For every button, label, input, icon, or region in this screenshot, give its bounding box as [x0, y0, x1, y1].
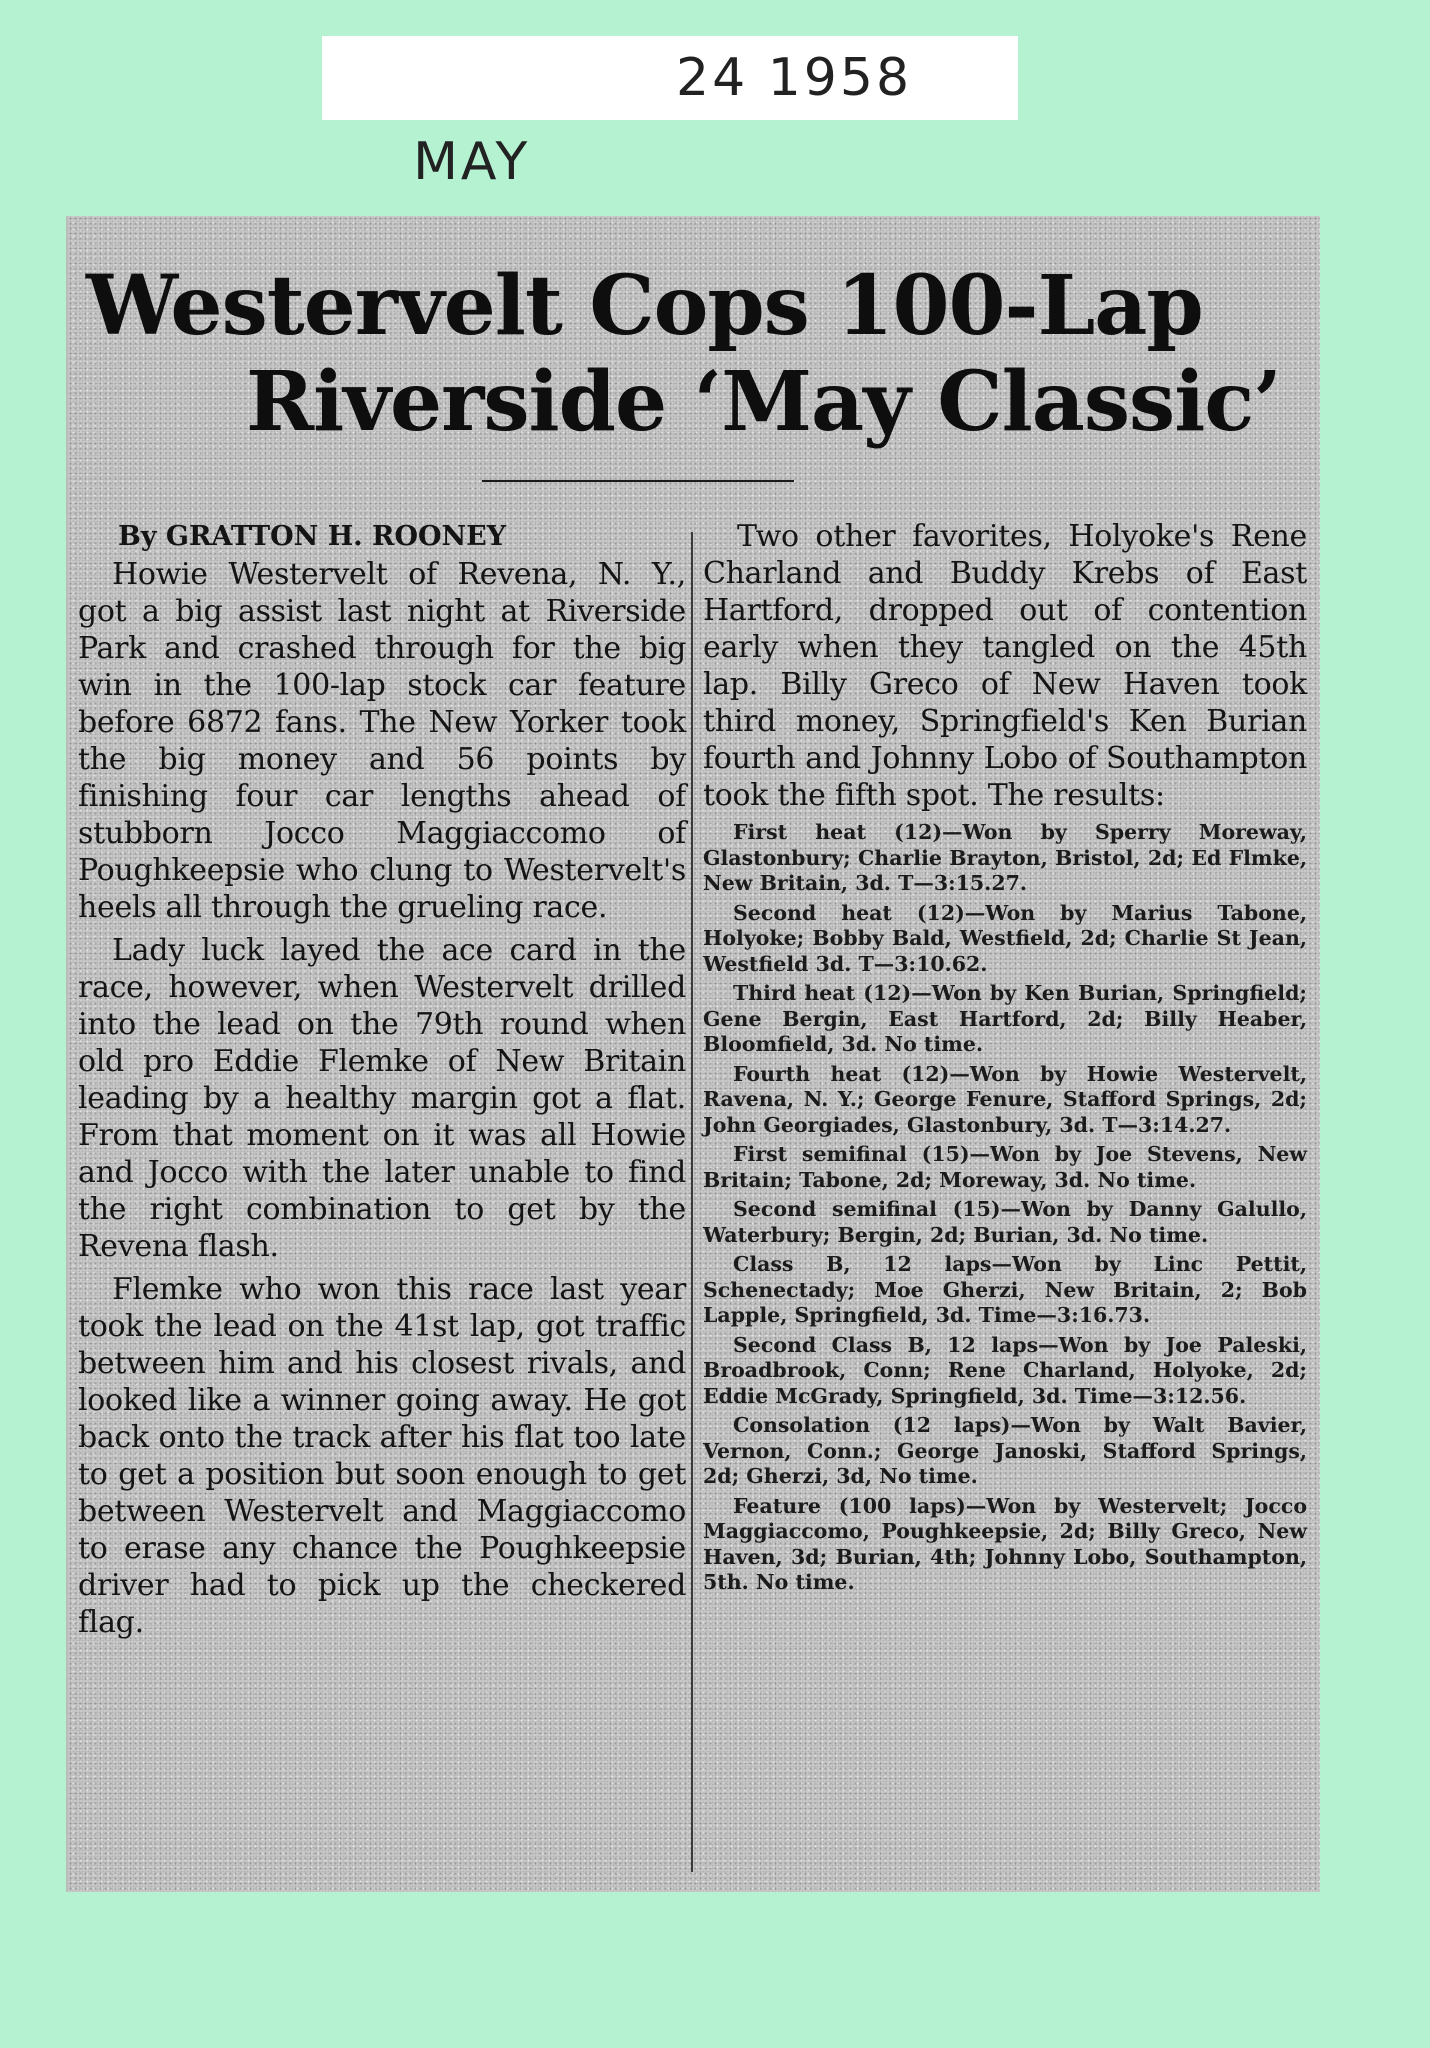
byline: By GRATTON H. ROONEY — [118, 521, 507, 552]
result-entry: Second Class B, 12 laps—Won by Joe Paleski, Broadbrook, Conn; Rene Charland, Holyoke, 2d; Eddie McGrady, Springfield, 3d. Time—3:12.56. — [703, 1332, 1307, 1408]
date-month: MAY — [413, 132, 531, 192]
result-entry: Second heat (12)—Won by Marius Tabone, Holyoke; Bobby Bald, Westfield, 2d; Charlie St Jean, Westfield 3d. T—3:10.62. — [703, 900, 1307, 976]
result-entry: First heat (12)—Won by Sperry Moreway, Glastonbury; Charlie Brayton, Bristol, 2d; Ed Flmke, New Britain, 3d. T—3:15.27. — [703, 820, 1307, 895]
article-paragraph: Howie Westervelt of Revena, N. Y., got a big assist last night at Riverside Park and crashed through for the big win in the 100-lap stock car feature before 6872 fans. The New Yorker took the big money and 56 points by finishing four car lengths ahead of stubborn Jocco Maggiaccomo of Poughkeepsie who clung to Westervelt's heels all through the grueling race. — [78, 557, 686, 925]
article-paragraph: Two other favorites, Holyoke's Rene Charland and Buddy Krebs of East Hartford, dropped out of contention early when they tangled on the 45th lap. Billy Greco of New Haven took third money, Springfield's Ken Burian fourth and Johnny Lobo of Southampton took the fifth spot. The results: — [703, 519, 1307, 813]
headline — [80, 258, 1320, 450]
headline-rule — [482, 480, 794, 482]
result-entry: First semifinal (15)—Won by Joe Stevens, New Britain; Tabone, 2d; Moreway, 3d. No time. — [703, 1142, 1307, 1192]
result-entry: Class B, 12 laps—Won by Linc Pettit, Schenectady; Moe Gherzi, New Britain, 2; Bob Lapple, Springfield, 3d. Time—3:16.73. — [703, 1252, 1307, 1327]
newspaper-clipping — [66, 216, 1320, 1892]
headline-line-2: Riverside ‘May Classic’ — [246, 354, 1281, 450]
result-entry: Feature (100 laps)—Won by Westervelt; Jocco Maggiaccomo, Poughkeepsie, 2d; Billy Greco, New Haven, 3d; Burian, 4th; Johnny Lobo, Southampton, 5th. No time. — [703, 1493, 1307, 1594]
result-entry: Consolation (12 laps)—Won by Walt Bavier, Vernon, Conn.; George Janoski, Stafford Springs, 2d; Gherzi, 3d, No time. — [703, 1413, 1307, 1488]
column-divider — [691, 532, 693, 1872]
right-column — [703, 518, 1307, 1600]
article-paragraph: Flemke who won this race last year took the lead on the 41st lap, got traffic between him and his closest rivals, and looked like a winner going away. He got back onto the track after his flat too late to get a position but soon enough to get between Westervelt and Maggiaccomo to erase any chance the Poughkeepsie driver had to pick up the checkered flag. — [78, 1272, 686, 1640]
article-paragraph: Lady luck layed the ace card in the race, however, when Westervelt drilled into the lead on the 79th round when old pro Eddie Flemke of New Britain leading by a healthy margin got a flat. From that moment on it was all Howie and Jocco with the later unable to find the right combination to get by the Revena flash. — [78, 933, 686, 1264]
result-entry: Third heat (12)—Won by Ken Burian, Springfield; Gene Bergin, East Hartford, 2d; Billy Heaber, Bloomfield, 3d. No time. — [703, 981, 1307, 1056]
headline-line-1: Westervelt Cops 100-Lap — [86, 258, 1203, 354]
result-entry: Fourth heat (12)—Won by Howie Westervelt, Ravena, N. Y.; George Fenure, Stafford Springs, 2d; John Georgiades, Glastonbury, 3d. T—3:14.27. — [703, 1061, 1307, 1137]
race-results — [703, 820, 1307, 1596]
date-day-year: 24 1958 — [676, 48, 913, 108]
result-entry: Second semifinal (15)—Won by Danny Galullo, Waterbury; Bergin, 2d; Burian, 3d. No time. — [703, 1197, 1307, 1247]
date-label — [322, 36, 1018, 192]
left-column — [78, 518, 686, 1647]
